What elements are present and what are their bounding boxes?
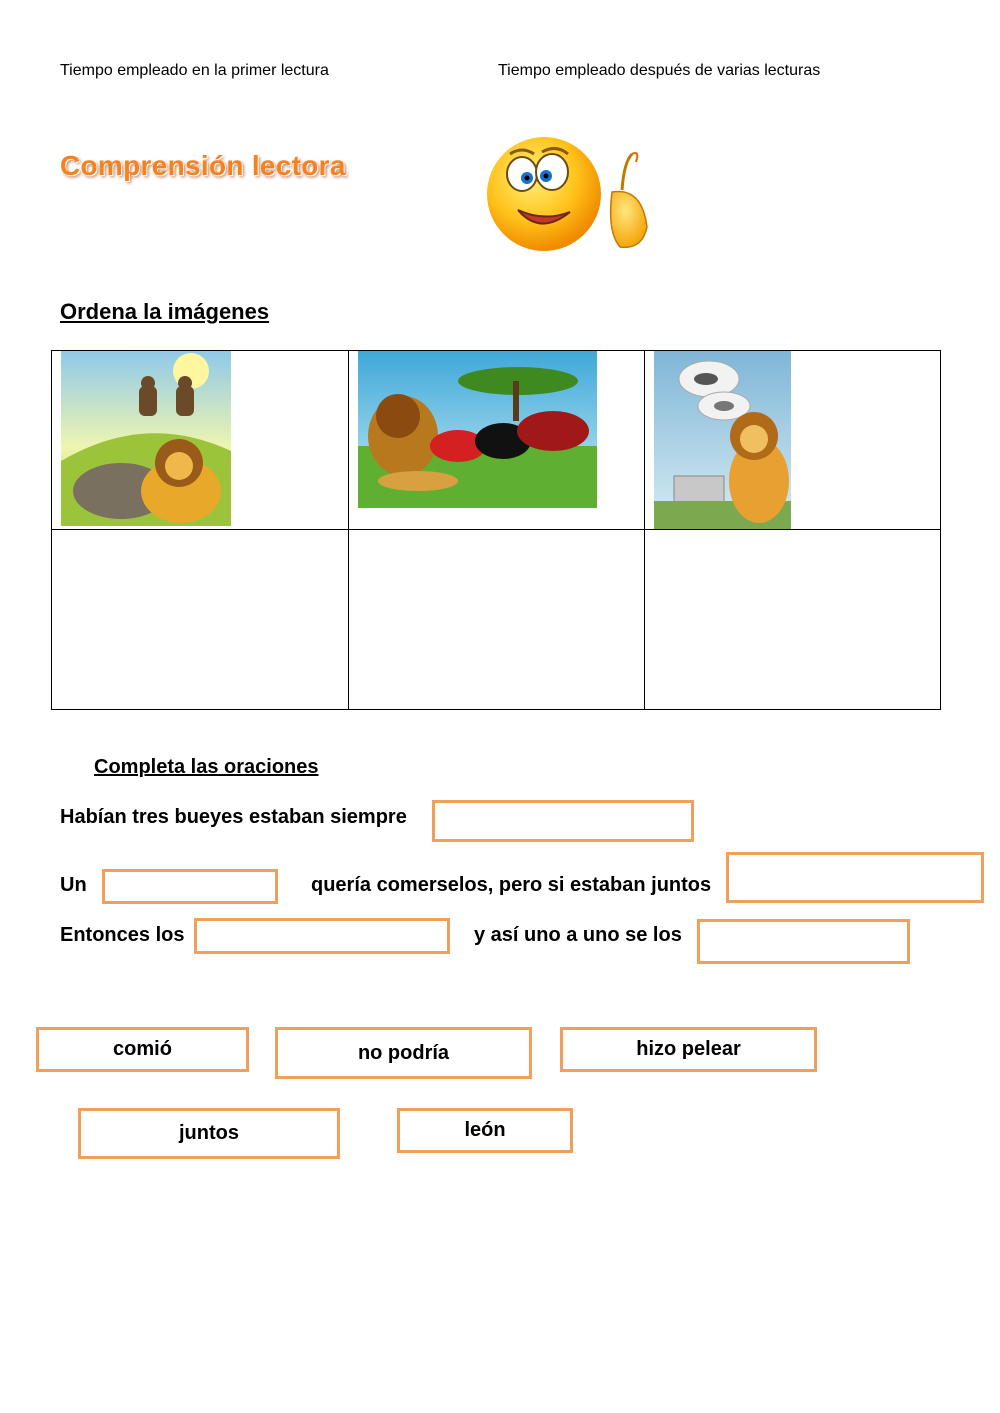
- complete-sentences-heading: Completa las oraciones: [94, 756, 319, 778]
- thinking-emoji-icon: [482, 132, 652, 257]
- sentence3-text-start: Entonces los: [60, 924, 185, 946]
- word-chip-leon[interactable]: león: [397, 1108, 573, 1153]
- story-image-lion-bulls[interactable]: [358, 351, 597, 508]
- sentence2-blank2[interactable]: [726, 852, 984, 903]
- sentence3-blank2[interactable]: [697, 919, 910, 964]
- order-images-heading: Ordena la imágenes: [60, 299, 270, 324]
- page-title: Comprensión lectora: [60, 150, 346, 181]
- sentence1-blank[interactable]: [432, 800, 694, 842]
- sentence2-text-middle: quería comerselos, pero si estaban juntos: [311, 874, 712, 896]
- sentence1-text: Habían tres bueyes estaban siempre: [60, 806, 407, 828]
- word-chip-hizo-pelear[interactable]: hizo pelear: [560, 1027, 817, 1072]
- story-image-oxen-lion[interactable]: [61, 351, 231, 526]
- word-chip-comio[interactable]: comió: [36, 1027, 249, 1072]
- sentence2-blank1[interactable]: [102, 869, 278, 904]
- sentence3-text-middle: y así uno a uno se los: [474, 924, 682, 946]
- sentence3-blank1[interactable]: [194, 918, 450, 954]
- word-chip-juntos[interactable]: juntos: [78, 1108, 340, 1159]
- story-image-lion-dreaming[interactable]: [654, 351, 791, 529]
- image-ordering-table: [51, 350, 941, 710]
- word-chip-no-podria[interactable]: no podría: [275, 1027, 532, 1079]
- time-after-readings-label: Tiempo empleado después de varias lecturas: [498, 62, 821, 79]
- time-first-reading-label: Tiempo empleado en la primer lectura: [60, 62, 329, 79]
- sentence2-text-start: Un: [60, 874, 87, 896]
